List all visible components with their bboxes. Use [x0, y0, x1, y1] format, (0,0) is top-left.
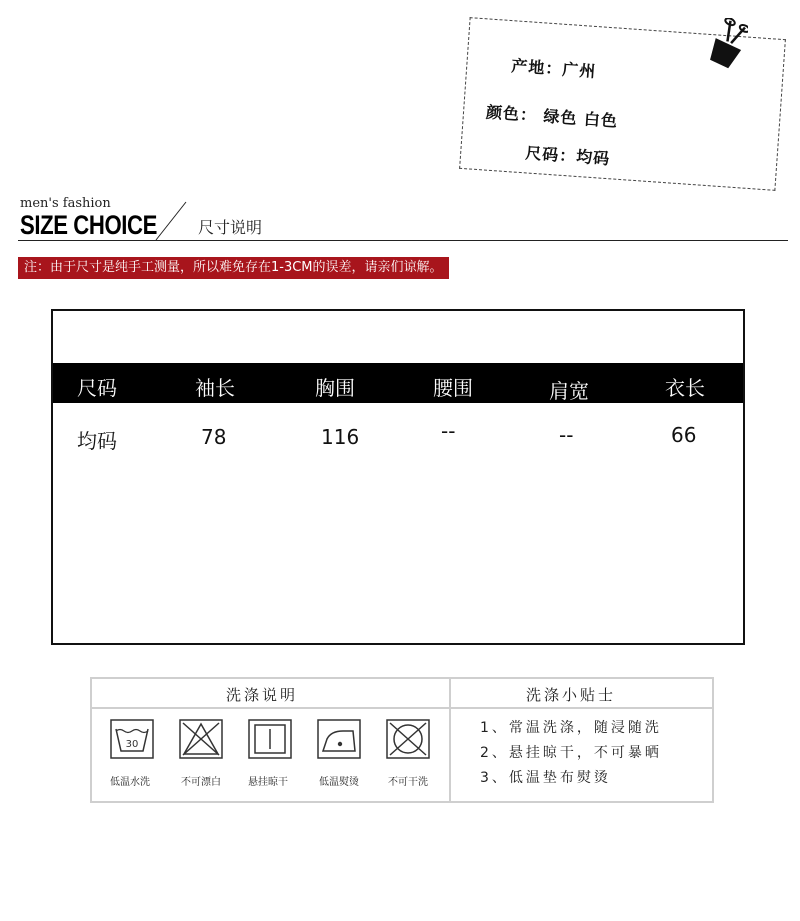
- header-sleeve: 袖长: [195, 376, 235, 400]
- color-text: 颜色： 绿色 白色: [485, 102, 619, 131]
- care-title-left: 洗涤说明: [226, 686, 299, 704]
- slash-divider: [154, 200, 188, 242]
- cell-chest: 116: [321, 425, 360, 449]
- section-title: 尺寸说明: [198, 218, 263, 237]
- origin-text: 产地：广州: [510, 56, 597, 82]
- care-vertical-divider: [449, 679, 451, 801]
- header-chest: 胸围: [315, 376, 355, 400]
- no-bleach-icon: [179, 719, 223, 759]
- size-table: [51, 309, 745, 645]
- header-size: 尺码: [77, 376, 117, 400]
- care-tip-3: 3、低温垫布熨烫: [480, 770, 611, 786]
- header-waist: 腰围: [433, 376, 473, 400]
- cell-size: 均码: [77, 429, 117, 453]
- low-iron-icon: [317, 719, 361, 759]
- care-horizontal-divider: [92, 707, 712, 709]
- wash-temperature: 30: [125, 739, 139, 750]
- hang-dry-icon: [248, 719, 292, 759]
- care-tip-2: 2、悬挂晾干，不可暴晒: [480, 745, 662, 761]
- pinned-note: [460, 18, 790, 198]
- wash-30-icon: [110, 719, 154, 759]
- care-panel: [90, 677, 714, 803]
- care-label-wash: 低温水洗: [110, 777, 150, 788]
- size-text: 尺码：均码: [524, 143, 611, 169]
- binder-clip-icon: [708, 18, 748, 72]
- brand-subtitle: men's fashion: [20, 196, 111, 211]
- header-divider: [18, 240, 788, 241]
- table-header-row: [53, 363, 743, 403]
- header-length: 衣长: [665, 376, 705, 400]
- care-label-hang: 悬挂晾干: [248, 777, 288, 788]
- cell-length: 66: [671, 423, 697, 447]
- care-tip-1: 1、常温洗涤，随浸随洗: [480, 720, 662, 736]
- cell-shoulder: --: [559, 423, 574, 447]
- brand-title: SIZE CHOICE: [20, 210, 157, 240]
- notice-banner: 注：由于尺寸是纯手工测量，所以难免存在1-3CM的误差，请亲们谅解。: [18, 257, 449, 279]
- no-dry-clean-icon: [386, 719, 430, 759]
- cell-waist: --: [441, 419, 456, 443]
- care-label-iron: 低温熨烫: [319, 777, 359, 788]
- cell-sleeve: 78: [201, 425, 227, 449]
- care-label-bleach: 不可漂白: [181, 777, 221, 788]
- care-title-right: 洗涤小贴士: [526, 686, 617, 704]
- header-shoulder: 肩宽: [549, 379, 589, 403]
- care-label-dryclean: 不可干洗: [388, 777, 428, 788]
